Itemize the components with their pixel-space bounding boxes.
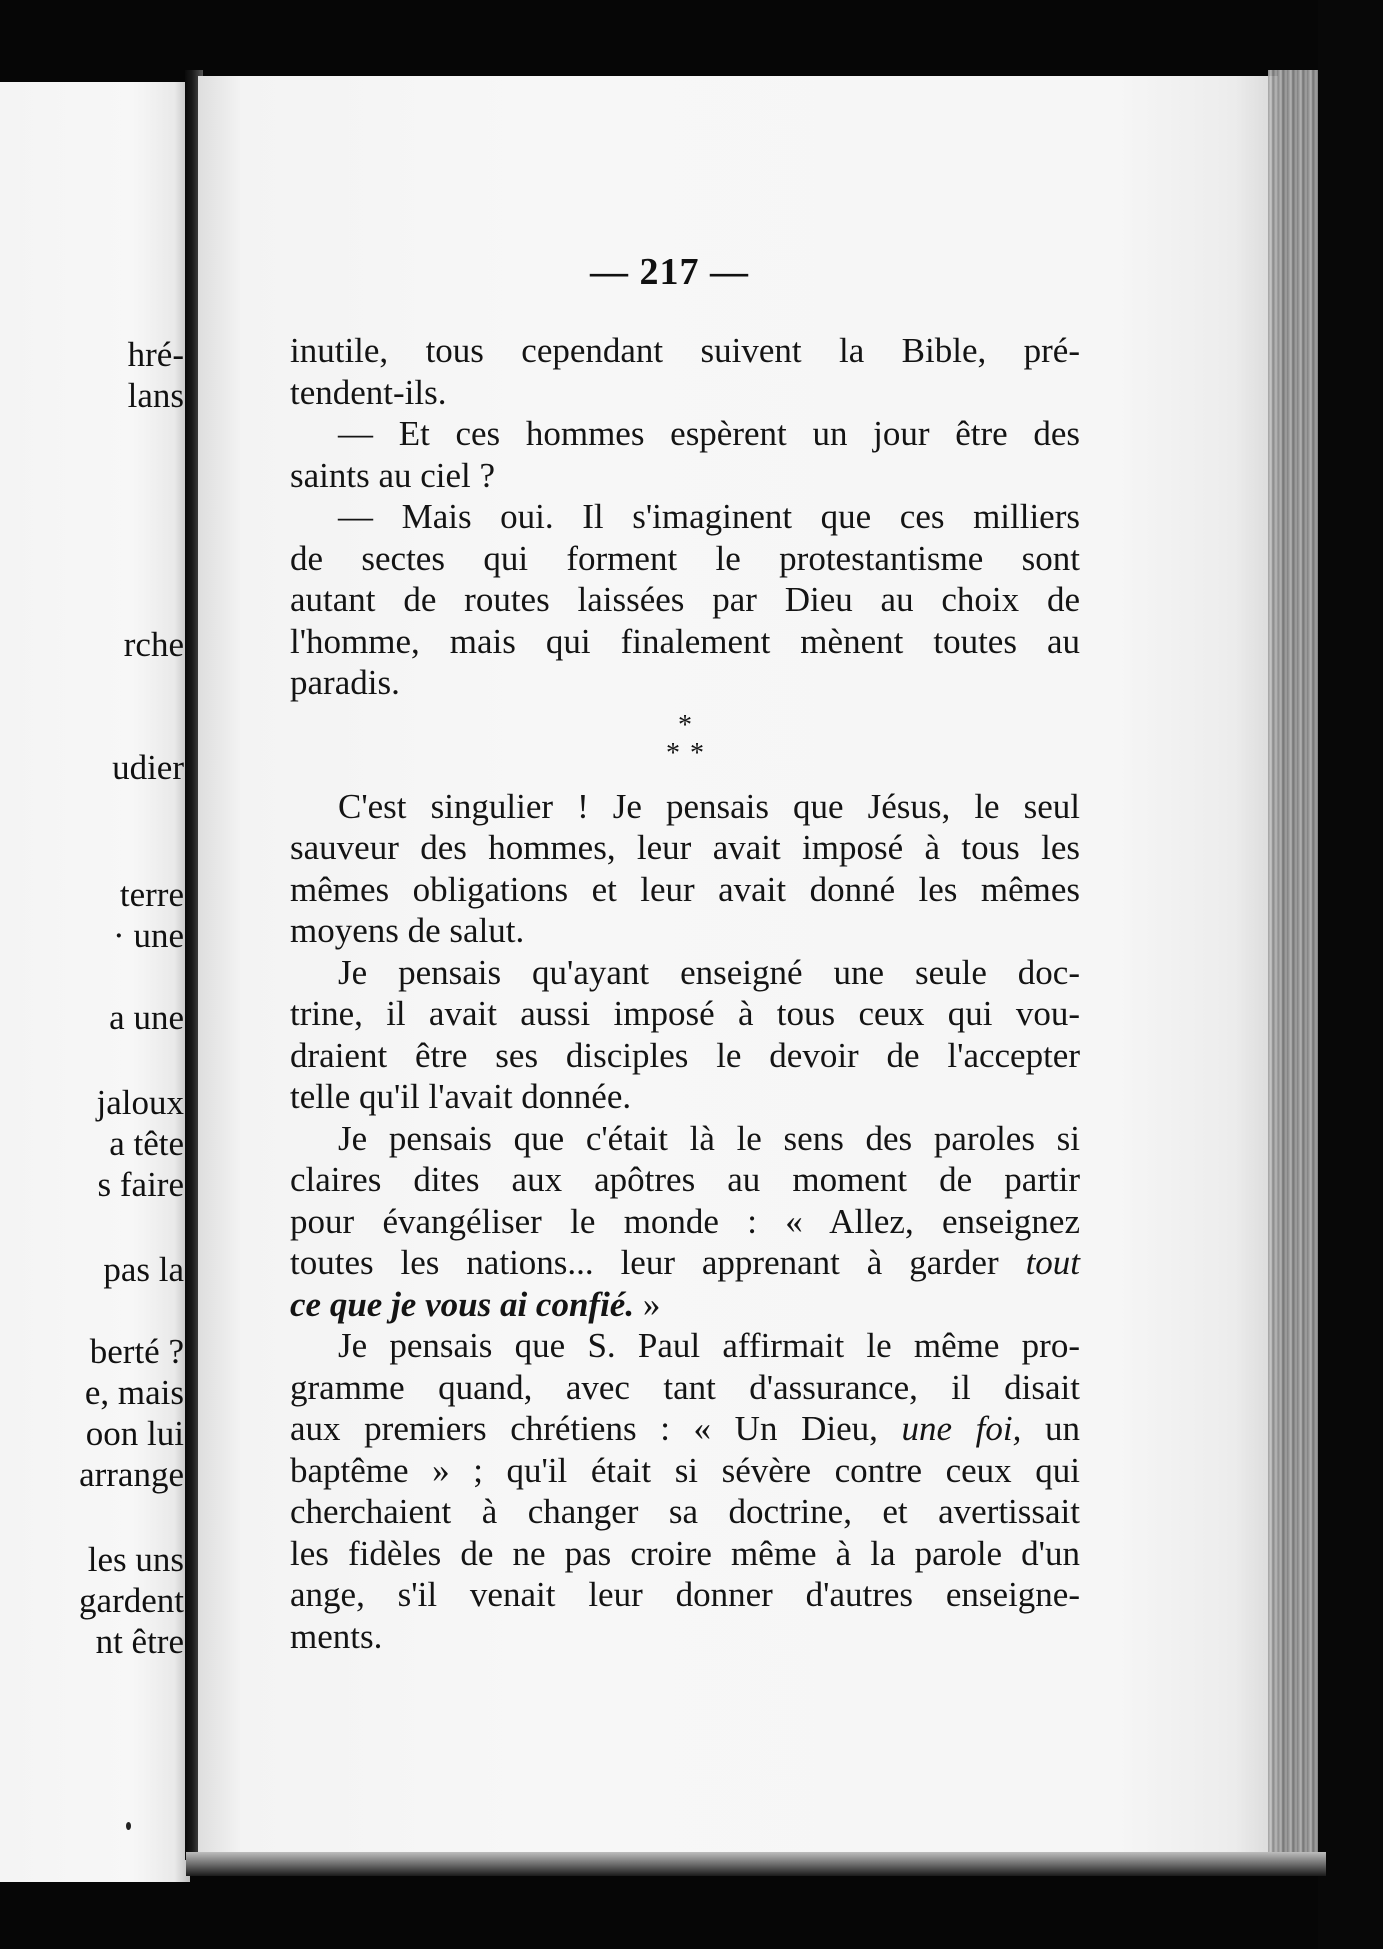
text-line: [290, 1242, 1080, 1284]
text-line: ments.: [290, 1616, 383, 1656]
text-line: draient être ses disciples le devoir de l'accepter: [290, 1035, 1080, 1075]
text-line: paradis.: [290, 663, 400, 702]
left-page-line: nt être: [95, 1622, 184, 1661]
asterism-star-left: *: [666, 737, 680, 769]
page-body-text: [290, 330, 1080, 1657]
text-line: tendent-ils.: [290, 372, 447, 412]
text-line: Je pensais qu'ayant enseigné une seule doc-: [338, 952, 1080, 992]
text-line: C'est singulier ! Je pensais que Jésus, le seul: [338, 786, 1080, 826]
text-line: [290, 1408, 1080, 1450]
scan-speck: [126, 1822, 131, 1830]
text-line: — Et ces hommes espèrent un jour être des: [338, 414, 1080, 453]
text-line: telle qu'il l'avait donnée.: [290, 1077, 632, 1116]
text-segment: »: [634, 1284, 661, 1324]
left-page-line: hré-: [127, 335, 184, 374]
text-line: les fidèles de ne pas croire même à la parole d'un: [290, 1533, 1080, 1573]
left-page-line: e, mais: [84, 1373, 184, 1412]
section-asterism: [290, 704, 1080, 786]
text-line: Je pensais que S. Paul affirmait le même pro-: [338, 1326, 1080, 1365]
asterism-star-top: *: [678, 709, 692, 741]
text-segment: aux premiers chrétiens : « Un Dieu,: [290, 1409, 878, 1448]
italic-segment: ce que je vous ai confié.: [290, 1284, 635, 1324]
text-line: saints au ciel ?: [290, 455, 496, 495]
page-edge-stack: [1268, 70, 1318, 1870]
text-line: trine, il avait aussi imposé à tous ceux qui vou-: [290, 994, 1080, 1033]
left-page-line: lans: [127, 376, 184, 415]
left-page-line: pas la: [103, 1250, 184, 1289]
text-line: Je pensais que c'était là le sens des paroles si: [338, 1118, 1080, 1158]
left-page-fragment: [0, 82, 190, 1882]
left-page-line: jaloux: [96, 1083, 184, 1122]
left-page-line: s faire: [97, 1165, 184, 1204]
text-line: moyens de salut.: [290, 911, 525, 950]
text-line: autant de routes laissées par Dieu au choix de: [290, 580, 1080, 619]
text-line: pour évangéliser le monde : « Allez, enseignez: [290, 1201, 1080, 1241]
text-line: baptême » ; qu'il était si sévère contre ceux qui: [290, 1450, 1080, 1490]
text-segment: toutes les nations... leur apprenant à garder: [290, 1243, 999, 1282]
text-line: — Mais oui. Il s'imaginent que ces milliers: [338, 497, 1080, 536]
left-page-line: a une: [109, 998, 184, 1037]
text-line: sauveur des hommes, leur avait imposé à tous les: [290, 828, 1080, 867]
text-line: ange, s'il venait leur donner d'autres enseigne-: [290, 1575, 1080, 1614]
left-page-line: a tête: [109, 1124, 184, 1163]
text-line: [290, 1284, 1080, 1326]
left-page-line: les uns: [87, 1540, 184, 1579]
page-number: — 217 —: [590, 251, 749, 293]
italic-segment: une foi,: [901, 1409, 1022, 1448]
page-bottom-edge: [186, 1852, 1326, 1876]
left-page-line: gardent: [79, 1581, 184, 1620]
left-page-line: oon lui: [85, 1414, 184, 1453]
left-page-line: · une: [113, 916, 184, 955]
left-page-line: udier: [112, 748, 184, 787]
italic-segment: tout: [1025, 1243, 1081, 1282]
text-line: gramme quand, avec tant d'assurance, il disait: [290, 1367, 1080, 1407]
text-line: inutile, tous cependant suivent la Bible, pré-: [290, 331, 1080, 370]
asterism-star-right: *: [690, 737, 704, 769]
scan-background-right: [1318, 0, 1383, 1949]
left-page-line: arrange: [79, 1455, 184, 1494]
text-line: claires dites aux apôtres au moment de partir: [290, 1160, 1080, 1199]
text-line: de sectes qui forment le protestantisme sont: [290, 538, 1080, 578]
left-page-line: terre: [119, 875, 184, 914]
text-line: l'homme, mais qui finalement mènent toutes au: [290, 621, 1080, 661]
text-line: mêmes obligations et leur avait donné les mêmes: [290, 869, 1080, 909]
left-page-line: berté ?: [89, 1332, 184, 1371]
text-segment: un: [1045, 1409, 1081, 1448]
text-line: cherchaient à changer sa doctrine, et avertissait: [290, 1492, 1080, 1531]
left-page-line: rche: [123, 625, 184, 664]
